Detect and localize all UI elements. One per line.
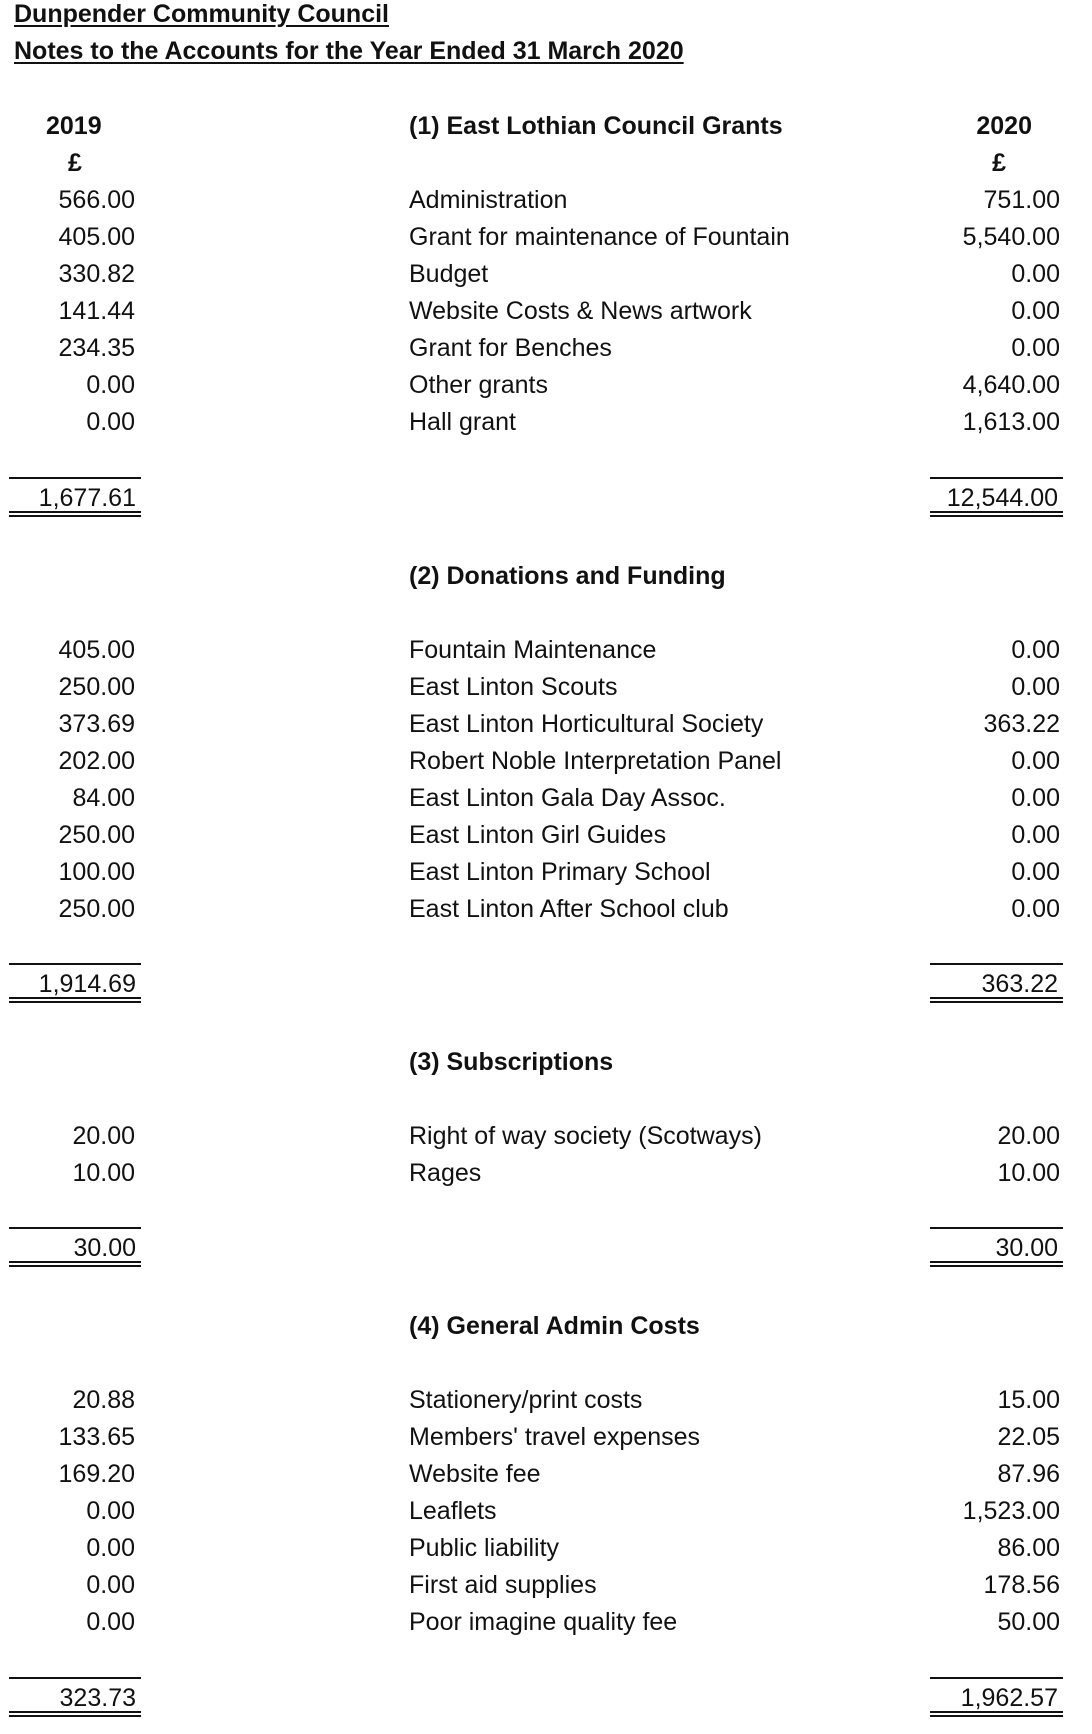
line-description: Hall grant — [409, 408, 516, 436]
section-total-row — [0, 1677, 1092, 1723]
amount-2020: 20.00 — [997, 1122, 1060, 1150]
currency-2019: £ — [68, 149, 82, 177]
amount-2020: 50.00 — [997, 1608, 1060, 1636]
line-description: First aid supplies — [409, 1571, 597, 1599]
line-description: Website Costs & News artwork — [409, 297, 752, 325]
amount-2020: 0.00 — [1011, 821, 1060, 849]
amount-2020: 0.00 — [1011, 673, 1060, 701]
total-2020-box — [930, 1227, 1063, 1267]
amount-2020: 363.22 — [983, 710, 1060, 738]
table-row — [0, 743, 1092, 780]
amount-2020: 0.00 — [1011, 297, 1060, 325]
amount-2019: 234.35 — [58, 334, 135, 362]
table-row — [0, 330, 1092, 367]
section-total-row — [0, 477, 1092, 523]
amount-2020: 0.00 — [1011, 784, 1060, 812]
amount-2019: 0.00 — [86, 1571, 135, 1599]
table-row — [0, 1493, 1092, 1530]
amount-2019: 330.82 — [58, 260, 135, 288]
amount-2019: 0.00 — [86, 1608, 135, 1636]
line-description: Right of way society (Scotways) — [409, 1122, 762, 1150]
amount-2020: 1,613.00 — [962, 408, 1060, 436]
year-2019-header: 2019 — [46, 112, 102, 140]
column-header-row — [0, 108, 1092, 145]
amount-2019: 169.20 — [58, 1460, 135, 1488]
line-description: Grant for Benches — [409, 334, 612, 362]
table-row — [0, 1456, 1092, 1493]
amount-2020: 15.00 — [997, 1386, 1060, 1414]
table-row — [0, 706, 1092, 743]
table-row — [0, 367, 1092, 404]
amount-2019: 202.00 — [58, 747, 135, 775]
total-2019: 1,677.61 — [38, 484, 136, 512]
amount-2019: 0.00 — [86, 408, 135, 436]
amount-2019: 0.00 — [86, 1534, 135, 1562]
table-row — [0, 219, 1092, 256]
table-row — [0, 1419, 1092, 1456]
amount-2019: 133.65 — [58, 1423, 135, 1451]
amount-2019: 0.00 — [86, 1497, 135, 1525]
amount-2019: 0.00 — [86, 371, 135, 399]
line-description: East Linton Horticultural Society — [409, 710, 764, 738]
amount-2020: 4,640.00 — [962, 371, 1060, 399]
line-description: Leaflets — [409, 1497, 497, 1525]
amount-2019: 20.00 — [72, 1122, 135, 1150]
amount-2020: 0.00 — [1011, 260, 1060, 288]
total-2020: 1,962.57 — [960, 1684, 1058, 1712]
amount-2020: 0.00 — [1011, 858, 1060, 886]
table-row — [0, 1567, 1092, 1604]
line-description: East Linton Scouts — [409, 673, 618, 701]
line-description: Grant for maintenance of Fountain — [409, 223, 790, 251]
section-4-title: (4) General Admin Costs — [409, 1312, 700, 1340]
line-description: East Linton Gala Day Assoc. — [409, 784, 726, 812]
amount-2020: 0.00 — [1011, 747, 1060, 775]
amount-2019: 566.00 — [58, 186, 135, 214]
amount-2019: 10.00 — [72, 1159, 135, 1187]
currency-2020: £ — [992, 149, 1006, 177]
total-2020: 363.22 — [981, 970, 1058, 998]
amount-2020: 86.00 — [997, 1534, 1060, 1562]
line-description: Public liability — [409, 1534, 560, 1562]
line-description: East Linton Girl Guides — [409, 821, 667, 849]
amount-2020: 751.00 — [983, 186, 1060, 214]
amount-2020: 0.00 — [1011, 895, 1060, 923]
table-row — [0, 182, 1092, 219]
table-row — [0, 1604, 1092, 1641]
amount-2020: 5,540.00 — [962, 223, 1060, 251]
total-2020: 30.00 — [995, 1234, 1058, 1262]
amount-2019: 250.00 — [58, 821, 135, 849]
year-2020-header: 2020 — [976, 112, 1032, 140]
total-2020: 12,544.00 — [946, 484, 1058, 512]
section-header-row — [0, 1044, 1092, 1081]
table-row — [0, 1382, 1092, 1419]
section-2-title: (2) Donations and Funding — [409, 562, 726, 590]
amount-2019: 100.00 — [58, 858, 135, 886]
section-header-row — [0, 1308, 1092, 1345]
amount-2019: 141.44 — [58, 297, 135, 325]
amount-2020: 87.96 — [997, 1460, 1060, 1488]
table-row — [0, 256, 1092, 293]
line-description: Stationery/print costs — [409, 1386, 643, 1414]
amount-2020: 22.05 — [997, 1423, 1060, 1451]
section-header-row — [0, 558, 1092, 595]
table-row — [0, 817, 1092, 854]
line-description: East Linton Primary School — [409, 858, 711, 886]
section-total-row — [0, 1227, 1092, 1273]
line-description: Website fee — [409, 1460, 541, 1488]
amount-2019: 405.00 — [58, 636, 135, 664]
document-title: Dunpender Community Council — [14, 0, 389, 28]
total-2019-box — [9, 1227, 141, 1267]
table-row — [0, 404, 1092, 441]
line-description: Fountain Maintenance — [409, 636, 657, 664]
section-3-title: (3) Subscriptions — [409, 1048, 614, 1076]
amount-2020: 0.00 — [1011, 334, 1060, 362]
total-2019-box — [9, 1677, 141, 1717]
total-2019-box — [9, 963, 141, 1003]
amount-2019: 20.88 — [72, 1386, 135, 1414]
amount-2019: 373.69 — [58, 710, 135, 738]
section-total-row — [0, 963, 1092, 1009]
total-2019: 323.73 — [59, 1684, 136, 1712]
line-description: Other grants — [409, 371, 548, 399]
total-2020-box — [930, 477, 1063, 517]
amount-2020: 10.00 — [997, 1159, 1060, 1187]
line-description: Poor imagine quality fee — [409, 1608, 678, 1636]
amount-2019: 84.00 — [72, 784, 135, 812]
amount-2020: 1,523.00 — [962, 1497, 1060, 1525]
table-row — [0, 1530, 1092, 1567]
total-2020-box — [930, 1677, 1063, 1717]
table-row — [0, 669, 1092, 706]
table-row — [0, 632, 1092, 669]
line-description: East Linton After School club — [409, 895, 729, 923]
table-row — [0, 891, 1092, 928]
table-row — [0, 780, 1092, 817]
amount-2020: 0.00 — [1011, 636, 1060, 664]
currency-row — [0, 145, 1092, 182]
line-description: Members' travel expenses — [409, 1423, 701, 1451]
line-description: Rages — [409, 1159, 482, 1187]
line-description: Budget — [409, 260, 489, 288]
table-row — [0, 293, 1092, 330]
table-row — [0, 1155, 1092, 1192]
amount-2019: 250.00 — [58, 895, 135, 923]
table-row — [0, 1118, 1092, 1155]
total-2019-box — [9, 477, 141, 517]
total-2020-box — [930, 963, 1063, 1003]
document-subtitle: Notes to the Accounts for the Year Ended 31 March 2020 — [14, 37, 684, 65]
amount-2020: 178.56 — [983, 1571, 1060, 1599]
amount-2019: 405.00 — [58, 223, 135, 251]
total-2019: 1,914.69 — [38, 970, 136, 998]
section-1-title: (1) East Lothian Council Grants — [409, 112, 783, 140]
line-description: Administration — [409, 186, 568, 214]
table-row — [0, 854, 1092, 891]
line-description: Robert Noble Interpretation Panel — [409, 747, 782, 775]
total-2019: 30.00 — [73, 1234, 136, 1262]
amount-2019: 250.00 — [58, 673, 135, 701]
